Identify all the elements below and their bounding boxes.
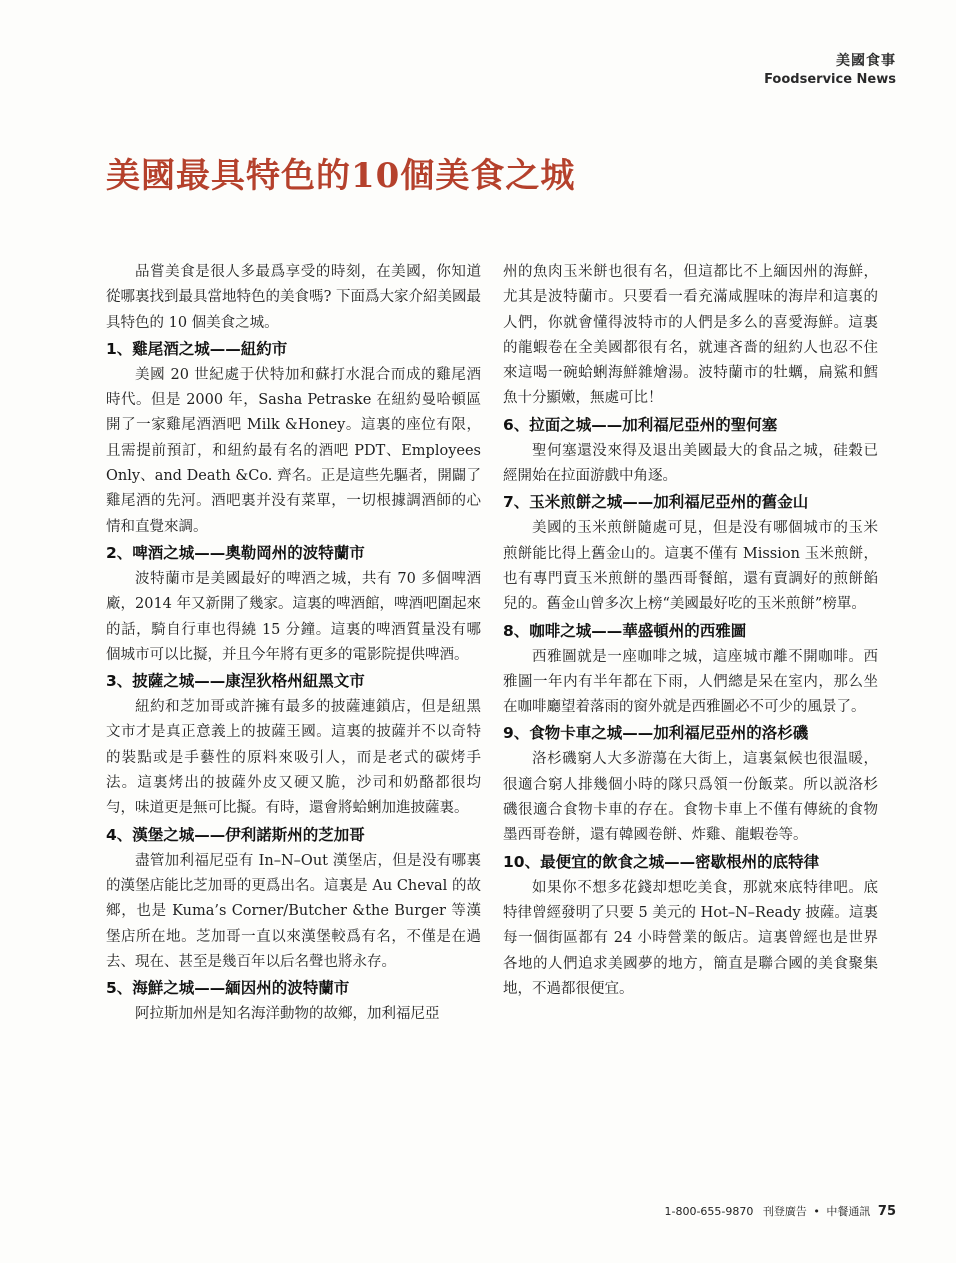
paragraph-beer-city: 波特蘭市是美國最好的啤酒之城，共有 70 多個啤酒廠，2014 年又新開了幾家。這裏的啤酒館，啤酒吧圍起來的話，騎自行車也得繞 15 分鐘。這裏的啤酒質量没有哪個城市可以比擬，并且今年將有更多的電影院提供啤酒。 [106,570,482,663]
paragraph-seafood-city-cont: 州的魚肉玉米餅也很有名，但這都比不上緬因州的海鮮，尤其是波特蘭市。只要看一看充滿咸腥味的海岸和這裏的人們，你就會懂得波特市的人們是多么的喜愛海鮮。這裏的龍蝦卷在全美國都很有名，就連吝嗇的紐約人也忍不住來這喝一碗蛤蜊海鮮雜燴湯。波特蘭市的牡蠣，扁鯊和鱈魚十分顯嫩，無處可比！ [503,264,878,407]
heading-cheapest-city: 10、最便宜的飲食之城——密歇根州的底特律 [503,852,820,871]
section-title-en: Foodservice News [764,72,896,87]
heading-burrito-city: 7、玉米煎餅之城——加利福尼亞州的舊金山 [503,493,809,512]
heading-coffee-city: 8、咖啡之城——華盛頓州的西雅圖 [503,621,747,640]
paragraph-cheapest-city: 如果你不想多花錢却想吃美食，那就來底特律吧。底特律曾經發明了只要 5 美元的 Hot–N–Ready 披薩。這裏每一個街區都有 24 小時營業的飯店。這裏曾經也是世界各地的人們追求美國夢的地方，簡直是聯合國的美食聚集地，不過都很便宜。 [503,879,878,997]
paragraph-burger-city: 盡管加利福尼亞有 In–N–Out 漢堡店，但是没有哪裏的漢堡店能比芝加哥的更爲出名。這裏是 Au Cheval 的故鄉，也是 Kuma’s Corner/Butcher &the Burger 等漢堡店所在地。芝加哥一直以來漢堡較爲有名，不僅是在過去、現在、甚至是幾百年以后名聲也將永存。 [106,852,481,970]
heading-cocktail-city: 1、雞尾酒之城——紐約市 [106,339,288,358]
paragraph-burrito-city: 美國的玉米煎餅隨處可見，但是没有哪個城市的玉米煎餅能比得上舊金山的。這裏不僅有 Mission 玉米煎餅，也有專門賣玉米煎餅的墨西哥餐館，還有賣調好的煎餅餡兒的。舊金山曾多次上榜“美國最好吃的玉米煎餅”榜單。 [503,520,878,613]
heading-beer-city: 2、啤酒之城——奧勒岡州的波特蘭市 [106,543,365,562]
heading-seafood-city: 5、海鮮之城——緬因州的波特蘭市 [106,979,350,998]
paragraph-cocktail-city: 美國 20 世紀處于伏特加和蘇打水混合而成的雞尾酒時代。但是 2000 年，Sasha Petraske 在紐約曼哈頓區開了一家雞尾酒酒吧 Milk &Honey。這裏的座位有限，且需提前預訂，和紐約最有名的酒吧 PDT、Employees Only、and Death &Co. 齊名。正是這些先驅者，開闢了雞尾酒的先河。酒吧裏并没有菜單，一切根據調酒師的心情和直覺來調。 [106,366,481,535]
section-title-zh: 美國食事 [836,53,896,69]
running-header [764,50,896,87]
footer-publication: 中餐通訊 [826,1205,871,1218]
page-number: 75 [877,1204,896,1219]
footer-phone: 1-800-655-9870 [664,1205,754,1218]
footer-ad-label: 刊登廣告 [762,1205,807,1218]
heading-burger-city: 4、漢堡之城——伊利諾斯州的芝加哥 [106,825,365,844]
intro-paragraph: 品嘗美食是很人多最爲享受的時刻，在美國，你知道從哪裏找到最具當地特色的美食嗎? 下面爲大家介紹美國最具特色的 10 個美食之城。 [106,264,481,331]
heading-pizza-city: 3、披薩之城——康涅狄格州紐黑文市 [106,672,365,691]
page-footer [665,1203,897,1219]
footer-dot: • [813,1205,820,1218]
heading-ramen-city: 6、拉面之城——加利福尼亞州的聖何塞 [503,415,778,434]
paragraph-food-truck-city: 洛杉磯窮人大多游蕩在大街上，這裏氣候也很温暖，很適合窮人排幾個小時的隊只爲領一份飯菜。所以説洛杉磯很適合食物卡車的存在。食物卡車上不僅有傳統的食物墨西哥卷餅，還有韓國卷餅、炸雞、龍蝦卷等。 [503,751,878,844]
article-title: 美國最具特色的10個美食之城 [106,156,576,196]
heading-food-truck-city: 9、食物卡車之城——加利福尼亞州的洛杉磯 [503,724,809,743]
paragraph-pizza-city: 紐約和芝加哥或許擁有最多的披薩連鎖店，但是紐黑文市才是真正意義上的披薩王國。這裏的披薩并不以奇特的裝點或是手藝性的原料來吸引人，而是老式的碳烤手法。這裏烤出的披薩外皮又硬又脆，沙司和奶酪都很均勻，味道更是無可比擬。有時，還會將蛤蜊加進披薩裏。 [106,699,481,817]
paragraph-coffee-city: 西雅圖就是一座咖啡之城，這座城市離不開咖啡。西雅圖一年内有半年都在下雨，人們總是呆在室内，那么坐在咖啡廳望着落雨的窗外就是西雅圖必不可少的風景了。 [503,648,878,716]
left-column [106,260,481,1027]
paragraph-seafood-city-start: 阿拉斯加州是知名海洋動物的故鄉，加利福尼亞 [135,1006,440,1023]
paragraph-ramen-city: 聖何塞還没來得及退出美國最大的食品之城，硅穀已經開始在拉面游戲中角逐。 [503,442,878,485]
right-column [503,260,878,1002]
